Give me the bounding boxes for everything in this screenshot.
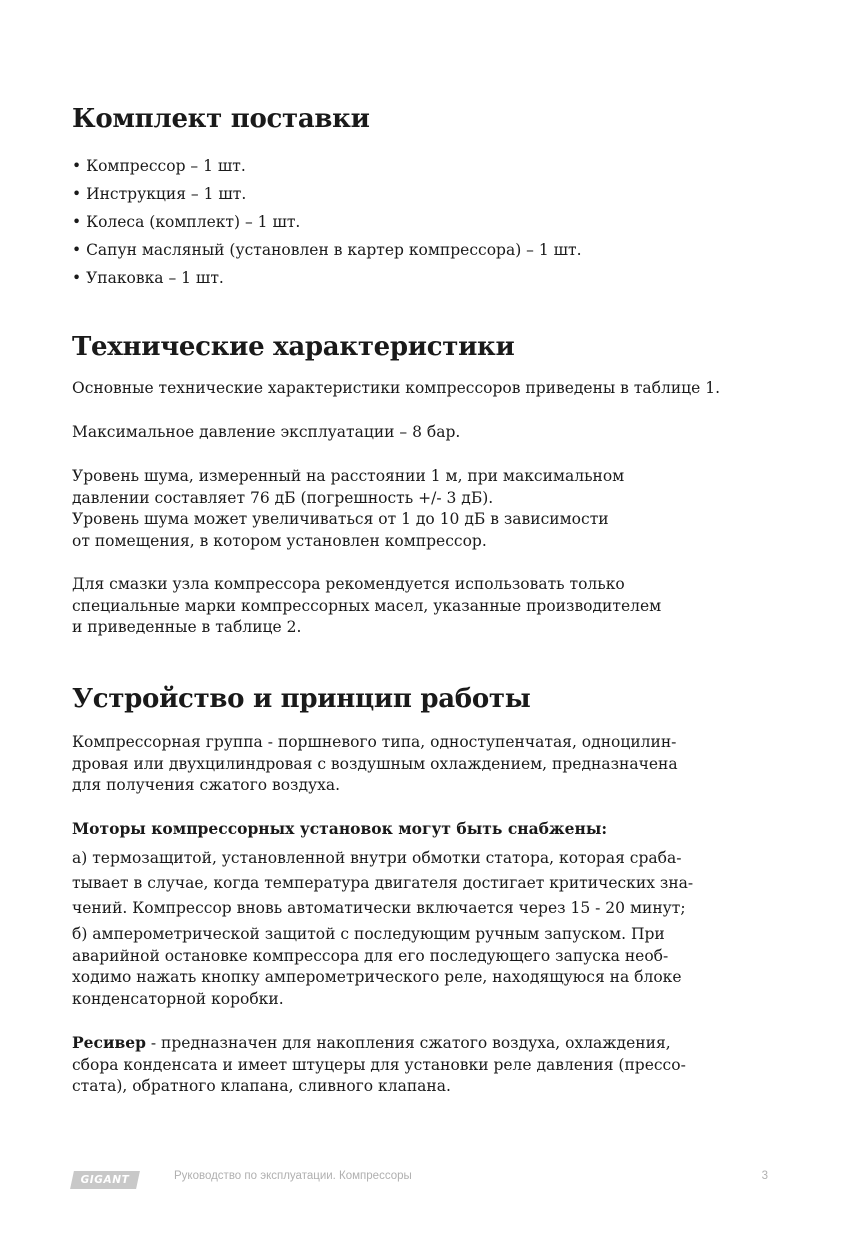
gigant-logo — [70, 1171, 140, 1189]
delivery-list — [72, 152, 582, 292]
text-line: чений. Компрессор вновь автоматически включается через 15 - 20 минут; — [72, 899, 686, 917]
specs-intro: Основные технические характеристики компрессоров приведены в таблице 1. — [72, 379, 721, 397]
specs-noise — [72, 466, 624, 552]
text-line: Уровень шума, измеренный на расстоянии 1 м, при максимальном — [72, 467, 625, 485]
list-item: • Колеса (комплект) – 1 шт. — [72, 213, 301, 231]
delivery-title: Комплект поставки — [72, 104, 370, 134]
text-line: ходимо нажать кнопку амперометрического реле, находящуюся на блоке — [72, 968, 682, 986]
text-line: аварийной остановке компрессора для его последующего запуска необ- — [72, 946, 669, 965]
page-number: 3 — [761, 1170, 768, 1182]
text-line: тывает в случае, когда температура двигателя достигает критических зна- — [72, 874, 694, 892]
list-item: • Компрессор – 1 шт. — [72, 157, 246, 175]
list-item: • Упаковка – 1 шт. — [72, 269, 224, 287]
thermal-protection-text — [72, 846, 693, 921]
logo-text: GIGANT — [80, 1174, 130, 1186]
amperometric-protection-text — [72, 924, 682, 1010]
text-line: давлении составляет 76 дБ (погрешность +/- 3 дБ). — [72, 488, 494, 507]
text-line: Компрессорная группа - поршневого типа, одноступенчатая, одноцилин- — [72, 733, 677, 751]
motors-heading: Моторы компрессорных установок могут быть снабжены: — [72, 819, 608, 838]
text-line: а) термозащитой, установленной внутри обмотки статора, которая сраба- — [72, 849, 682, 867]
compressor-group-text — [72, 732, 678, 797]
text-line: дровая или двухцилиндровая с воздушным охлаждением, предназначена — [72, 754, 678, 773]
text-line: от помещения, в котором установлен компрессор. — [72, 531, 487, 550]
list-item: • Сапун масляный (установлен в картер компрессора) – 1 шт. — [72, 241, 582, 259]
specs-title: Технические характеристики — [72, 332, 515, 362]
text-line: конденсаторной коробки. — [72, 989, 284, 1008]
text-line: - предназначен для накопления сжатого воздуха, охлаждения, — [145, 1034, 671, 1052]
text-line: б) амперометрической защитой с последующим ручным запуском. При — [72, 925, 665, 943]
page-footer — [72, 1168, 768, 1192]
specs-pressure: Максимальное давление эксплуатации – 8 бар. — [72, 423, 461, 441]
text-line: сбора конденсата и имеет штуцеры для установки реле давления (прессо- — [72, 1055, 686, 1074]
specs-oil — [72, 574, 661, 639]
footer-title: Руководство по эксплуатации. Компрессоры — [174, 1170, 412, 1182]
list-item: • Инструкция – 1 шт. — [72, 185, 247, 203]
text-line: и приведенные в таблице 2. — [72, 618, 302, 636]
text-line: Уровень шума может увеличиваться от 1 до 10 дБ в зависимости — [72, 510, 609, 528]
text-line: Для смазки узла компрессора рекомендуется использовать только — [72, 575, 625, 593]
receiver-text — [72, 1032, 686, 1098]
receiver-term: Ресивер — [72, 1033, 146, 1052]
operation-title: Устройство и принцип работы — [72, 684, 531, 714]
text-line: для получения сжатого воздуха. — [72, 776, 341, 794]
text-line: специальные марки компрессорных масел, указанные производителем — [72, 596, 662, 615]
text-line: стата), обратного клапана, сливного клапана. — [72, 1077, 451, 1095]
